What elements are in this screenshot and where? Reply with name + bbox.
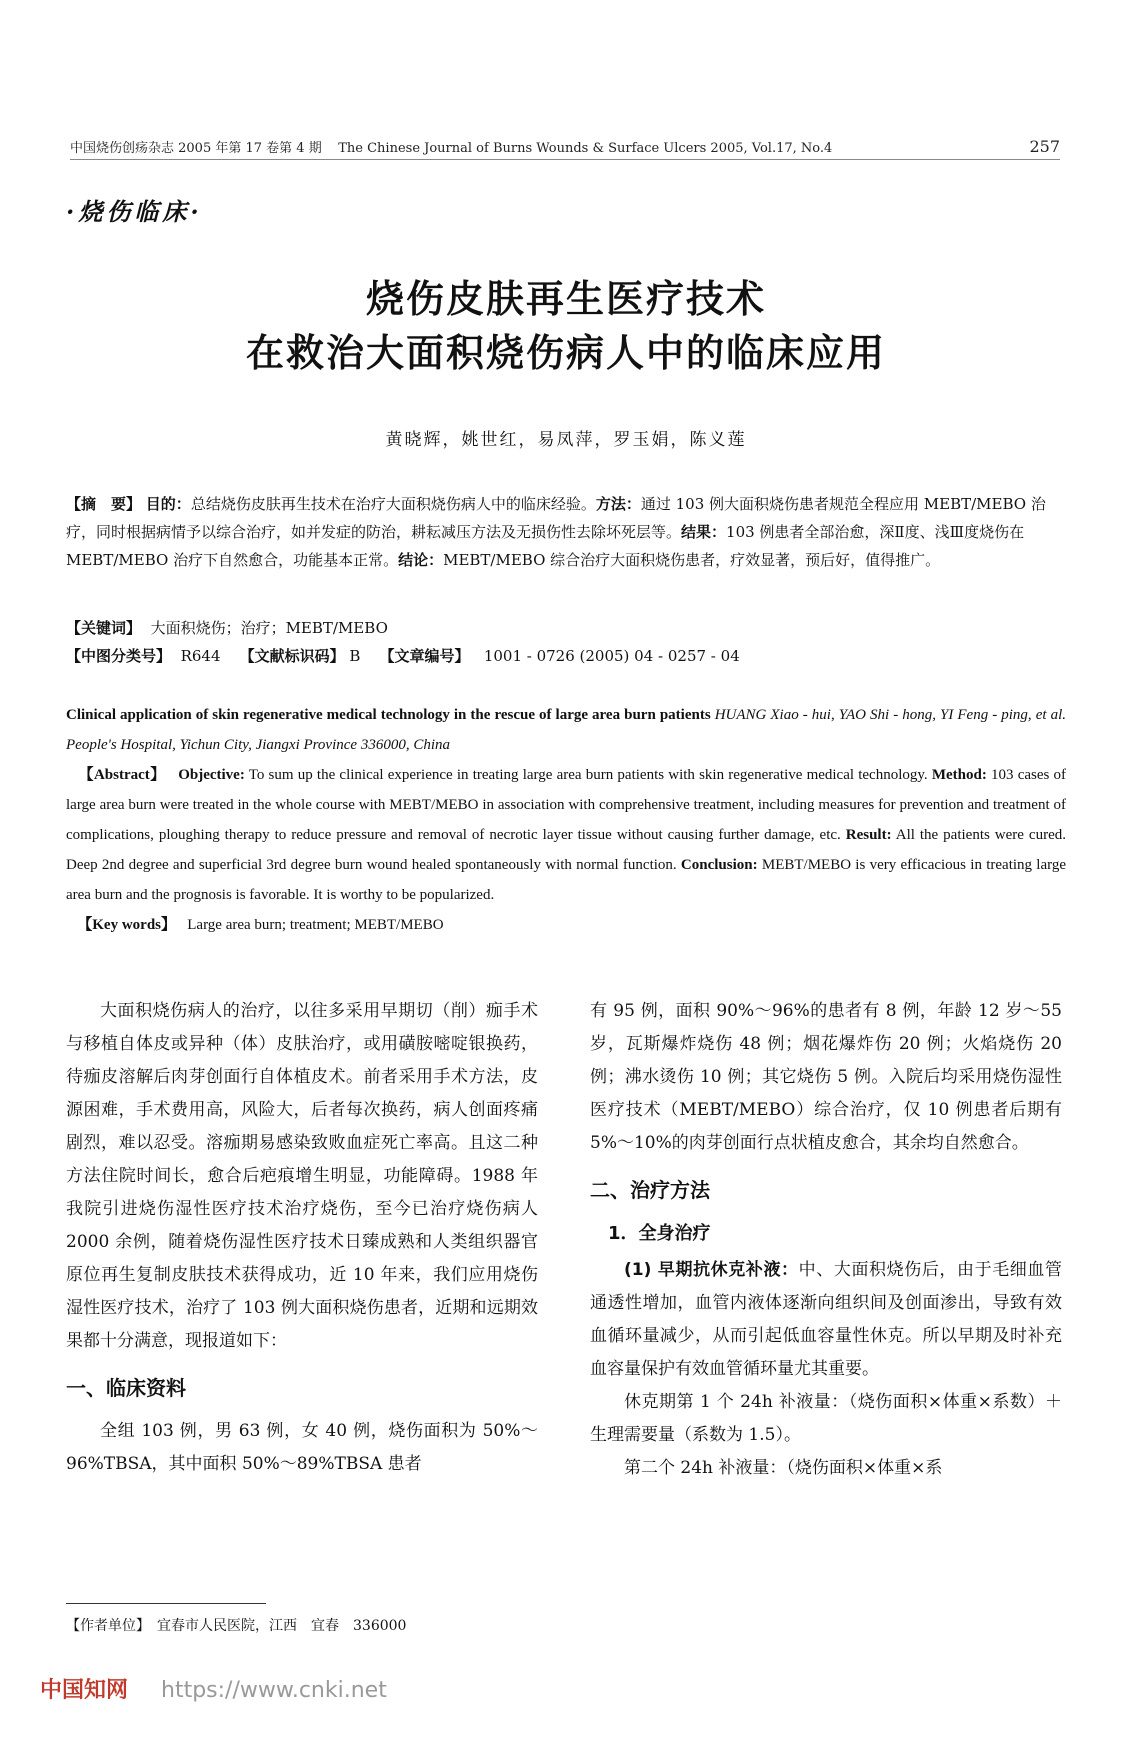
class-label: 【中图分类号】 — [66, 647, 172, 665]
body-left-column — [66, 995, 538, 1481]
running-header — [70, 137, 1060, 160]
clinical-data-continued: 有 95 例，面积 90%～96%的患者有 8 例，年龄 12 岁～55 岁，瓦斯爆炸烧伤 48 例；烟花爆炸伤 20 例；火焰烧伤 20 例；沸水烫伤 10 例；其它烧伤 5 例。入院后均采用烧伤湿性医疗技术（MEBT/MEBO）综合治疗，仅 10 例患者后期有 5%～10%的肉芽创面行点状植皮愈合，其余均自然愈合。 — [590, 1001, 1062, 1153]
subsection-heading-1: 1．全身治疗 — [608, 1223, 711, 1244]
abstract-objective: 总结烧伤皮肤再生技术在治疗大面积烧伤病人中的临床经验。 — [190, 495, 596, 513]
footnote-rule — [66, 1603, 266, 1604]
abstract-method: 通过 103 例大面积烧伤患者规范全程应用 MEBT/MEBO 治疗，同时根据病情予以综合治疗，如并发症的防治，耕耘减压方法及无损伤性去除坏死层等。 — [66, 495, 1046, 541]
abstract-cn — [66, 490, 1066, 574]
clinical-data-paragraph: 全组 103 例，男 63 例，女 40 例，烧伤面积为 50%～96%TBSA，其中面积 50%～89%TBSA 患者 — [66, 1421, 538, 1474]
en-method: 103 cases of large area burn were treated in the whole course with MEBT/MEBO in association with comprehensive treatment, including measures for prevention and treatment of complications, ploughing therapy to reduce pressure and removal of necrotic layer tissue without causing further damage, etc. — [66, 767, 1067, 843]
anti-shock-text: 中、大面积烧伤后，由于毛细血管通透性增加，血管内液体逐渐向组织间及创面渗出，导致有效血循环量减少，从而引起低血容量性休克。所以早期及时补充血容量保护有效血管循环量尤其重要。 — [590, 1260, 1062, 1379]
en-conclusion: MEBT/MEBO is very efficacious in treating large area burn and the prognosis is favorable. It is worthy to be popularized. — [66, 857, 1066, 903]
abstract-result: 103 例患者全部治愈，深Ⅱ度、浅Ⅲ度烧伤在 MEBT/MEBO 治疗下自然愈合，功能基本正常。 — [66, 523, 1025, 569]
en-conclusion-label: Conclusion: — [680, 857, 758, 873]
en-abstract-label: 【Abstract】 — [78, 767, 166, 783]
abstract-conclusion-label: 结论： — [398, 551, 444, 569]
title-line-1: 烧伤皮肤再生医疗技术 — [365, 277, 766, 321]
abstract-method-label: 方法： — [595, 495, 641, 513]
article-label: 【文章编号】 — [379, 647, 470, 665]
abstract-conclusion: MEBT/MEBO 综合治疗大面积烧伤患者，疗效显著，预后好，值得推广。 — [443, 551, 941, 569]
section-heading-2: 二、治疗方法 — [590, 1178, 710, 1202]
fluid-first-24h: 休克期第 1 个 24h 补液量：（烧伤面积×体重×系数）＋生理需要量（系数为 1.5）。 — [590, 1392, 1062, 1445]
column-tag: ·烧伤临床· — [66, 197, 203, 226]
en-result: All the patients were cured. Deep 2nd degree and superficial 3rd degree burn wound healed spontaneously with normal function. — [66, 827, 1066, 873]
keywords-cn-label: 【关键词】 — [66, 619, 142, 637]
abstract-objective-label: 目的： — [145, 495, 191, 513]
cnki-watermark — [40, 1673, 387, 1704]
section-heading-1: 一、临床资料 — [66, 1376, 186, 1400]
page-number: 257 — [1029, 137, 1060, 156]
abstract-en — [66, 700, 1066, 940]
doc-label: 【文献标识码】 — [239, 647, 345, 665]
intro-paragraph: 大面积烧伤病人的治疗，以往多采用早期切（削）痂手术与移植自体皮或异种（体）皮肤治疗，或用磺胺嘧啶银换药，待痂皮溶解后肉芽创面行自体植皮术。前者采用手术方法，皮源困难，手术费用高，风险大，后者每次换药，病人创面疼痛剧烈，难以忍受。溶痂期易感染致败血症死亡率高。且这二种方法住院时间长，愈合后疤痕增生明显，功能障碍。1988 年我院引进烧伤湿性医疗技术治疗烧伤，至今已治疗烧伤病人 2000 余例，随着烧伤湿性医疗技术日臻成熟和人类组织器官原位再生复制皮肤技术获得成功，近 10 年来，我们应用烧伤湿性医疗技术，治疗了 103 例大面积烧伤患者，近期和远期效果都十分满意，现报道如下： — [66, 1001, 538, 1351]
en-keywords-label: 【Key words】 — [77, 917, 176, 933]
authors: 黄晓辉，姚世红，易凤萍，罗玉娟，陈义莲 — [385, 430, 747, 450]
anti-shock-paragraph — [590, 1254, 1062, 1386]
article-value: 1001 - 0726 (2005) 04 - 0257 - 04 — [483, 647, 740, 665]
doc-value: B — [349, 647, 361, 665]
journal-cn: 中国烧伤创疡杂志 2005 年第 17 卷第 4 期 — [70, 141, 322, 156]
cnki-url[interactable]: https://www.cnki.net — [161, 1678, 387, 1703]
fluid-second-24h: 第二个 24h 补液量：（烧伤面积×体重×系 — [624, 1458, 943, 1478]
en-authors: HUANG Xiao - hui, YAO Shi - hong, YI Feng - ping, et al. People's Hospital, Yichun City, Jiangxi Province 336000, China — [66, 707, 1066, 753]
journal-en: The Chinese Journal of Burns Wounds & Surface Ulcers 2005, Vol.17, No.4 — [338, 141, 833, 156]
en-objective-label: Objective: — [178, 767, 245, 783]
keywords-cn — [66, 614, 1066, 642]
title-line-2: 在救治大面积烧伤病人中的临床应用 — [245, 331, 886, 375]
en-keywords: Large area burn; treatment; MEBT/MEBO — [187, 917, 444, 933]
en-objective: To sum up the clinical experience in treating large area burn patients with skin regenerative medical technology. — [248, 767, 928, 783]
en-result-label: Result: — [845, 827, 892, 843]
anti-shock-label: (1) 早期抗休克补液： — [624, 1260, 799, 1280]
keywords-cn-text: 大面积烧伤；治疗；MEBT/MEBO — [150, 619, 388, 637]
cnki-brand: 中国知网 — [40, 1678, 129, 1703]
abstract-result-label: 结果： — [681, 523, 727, 541]
author-affiliation-footnote: 【作者单位】 宜春市人民医院，江西 宜春 336000 — [66, 1618, 407, 1634]
abstract-cn-label: 【摘 要】 — [66, 495, 142, 513]
class-value: R644 — [180, 647, 221, 665]
en-title: Clinical application of skin regenerative medical technology in the rescue of large area burn patients — [66, 707, 711, 723]
en-method-label: Method: — [931, 767, 987, 783]
classification-row — [66, 642, 1066, 670]
body-right-column — [590, 995, 1062, 1485]
